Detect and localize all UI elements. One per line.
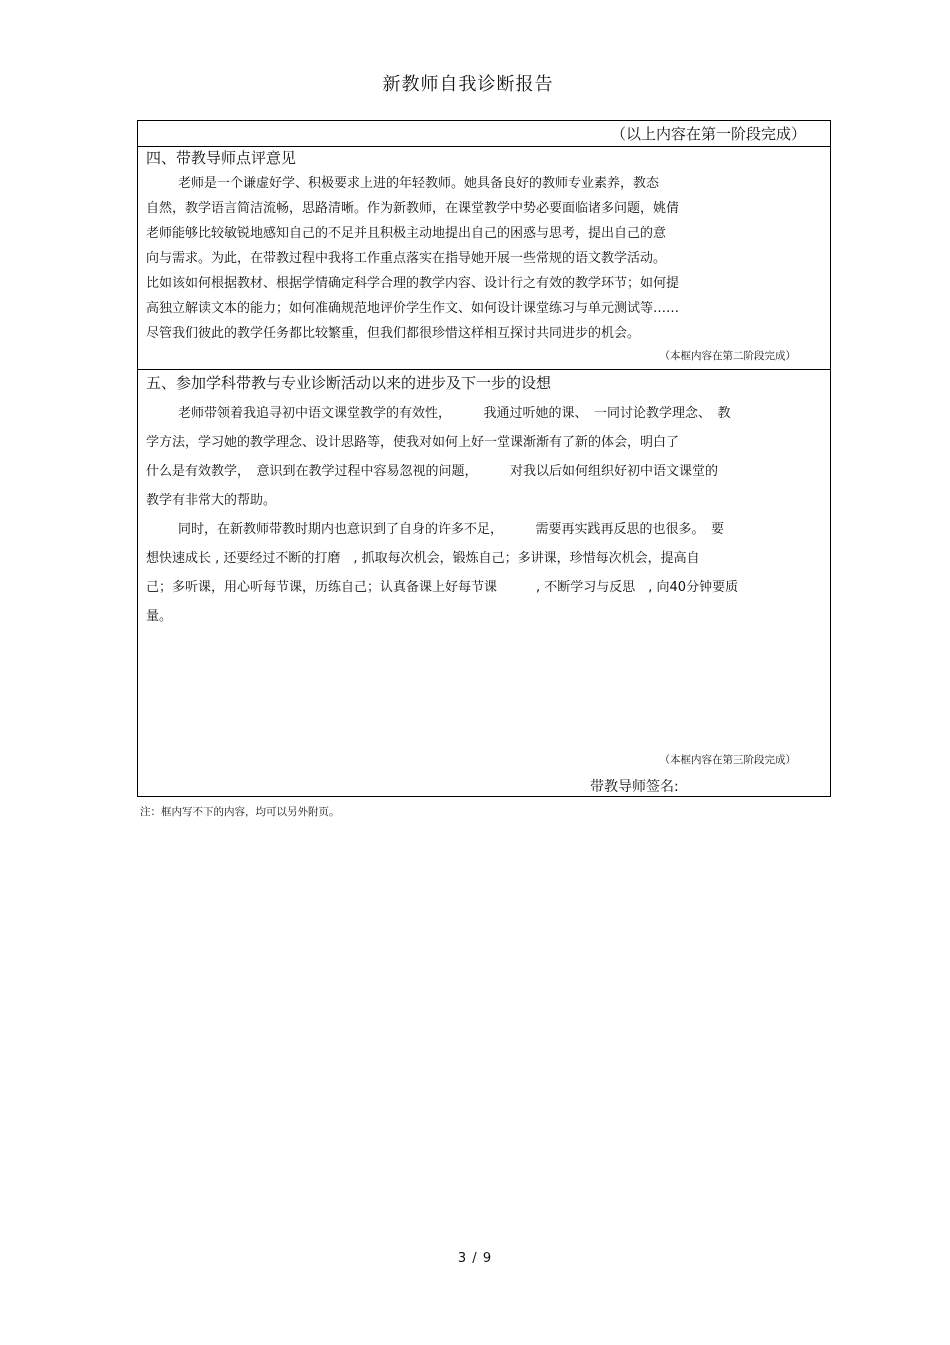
paragraph-line: 比如该如何根据教材、根据学情确定科学合理的教学内容、设计行之有效的教学环节；如何提 [146,276,680,291]
stage-one-note: （以上内容在第一阶段完成） [610,125,806,143]
mentor-comment-section [138,147,830,370]
section-heading: 五、参加学科带教与专业诊断活动以来的进步及下一步的设想 [146,374,552,392]
footnote: 注：框内写不下的内容，均可以另外附页。 [140,806,340,818]
paragraph-line: 想快速成长 , 还要经过不断的打磨 , 抓取每次机会，锻炼自己；多讲课，珍惜每次机会，提高自 [146,551,700,566]
paragraph-line: 老师是一个谦虚好学、积极要求上进的年轻教师。她具备良好的教师专业素养，教态 [178,176,660,191]
page-number: 3 / 9 [457,1251,493,1266]
mentor-signature-label: 带教导师签名: [590,779,679,795]
paragraph-line: 自然，教学语言简洁流畅，思路清晰。作为新教师，在课堂教学中势必要面临诸多问题，姚倩 [146,201,680,216]
paragraph-line: 老师能够比较敏锐地感知自己的不足并且积极主动地提出自己的困惑与思考，提出自己的意 [146,226,667,241]
paragraph-line: 己；多听课，用心听每节课，历练自己；认真备课上好每节课 , 不断学习与反思 , 向40分钟要质 [146,580,739,595]
paragraph-line: 教学有非常大的帮助。 [146,493,277,508]
progress-plan-section [138,370,830,796]
paragraph-line: 老师带领着我追寻初中语文课堂教学的有效性， 我通过听她的课、 一同讨论教学理念、 教 [178,406,731,421]
section-heading: 四、带教导师点评意见 [146,149,297,167]
stage-two-note: （本框内容在第二阶段完成） [659,350,796,362]
paragraph-line: 量。 [146,609,173,624]
paragraph-line: 学方法，学习她的教学理念、设计思路等，使我对如何上好一堂课渐渐有了新的体会，明白了 [146,435,680,450]
report-table [137,120,831,797]
stage-one-row [138,121,830,147]
paragraph-line: 向与需求。为此，在带教过程中我将工作重点落实在指导她开展一些常规的语文教学活动。 [146,251,667,266]
stage-three-note: （本框内容在第三阶段完成） [659,754,796,766]
paragraph-line: 尽管我们彼此的教学任务都比较繁重，但我们都很珍惜这样相互探讨共同进步的机会。 [146,326,641,341]
paragraph-line: 同时，在新教师带教时期内也意识到了自身的许多不足， 需要再实践再反思的也很多。 要 [178,522,725,537]
paragraph-line: 高独立解读文本的能力；如何准确规范地评价学生作文、如何设计课堂练习与单元测试等…… [146,301,680,316]
document-title: 新教师自我诊断报告 [382,74,554,95]
paragraph-line: 什么是有效教学， 意识到在教学过程中容易忽视的问题， 对我以后如何组织好初中语文课堂的 [146,464,719,479]
